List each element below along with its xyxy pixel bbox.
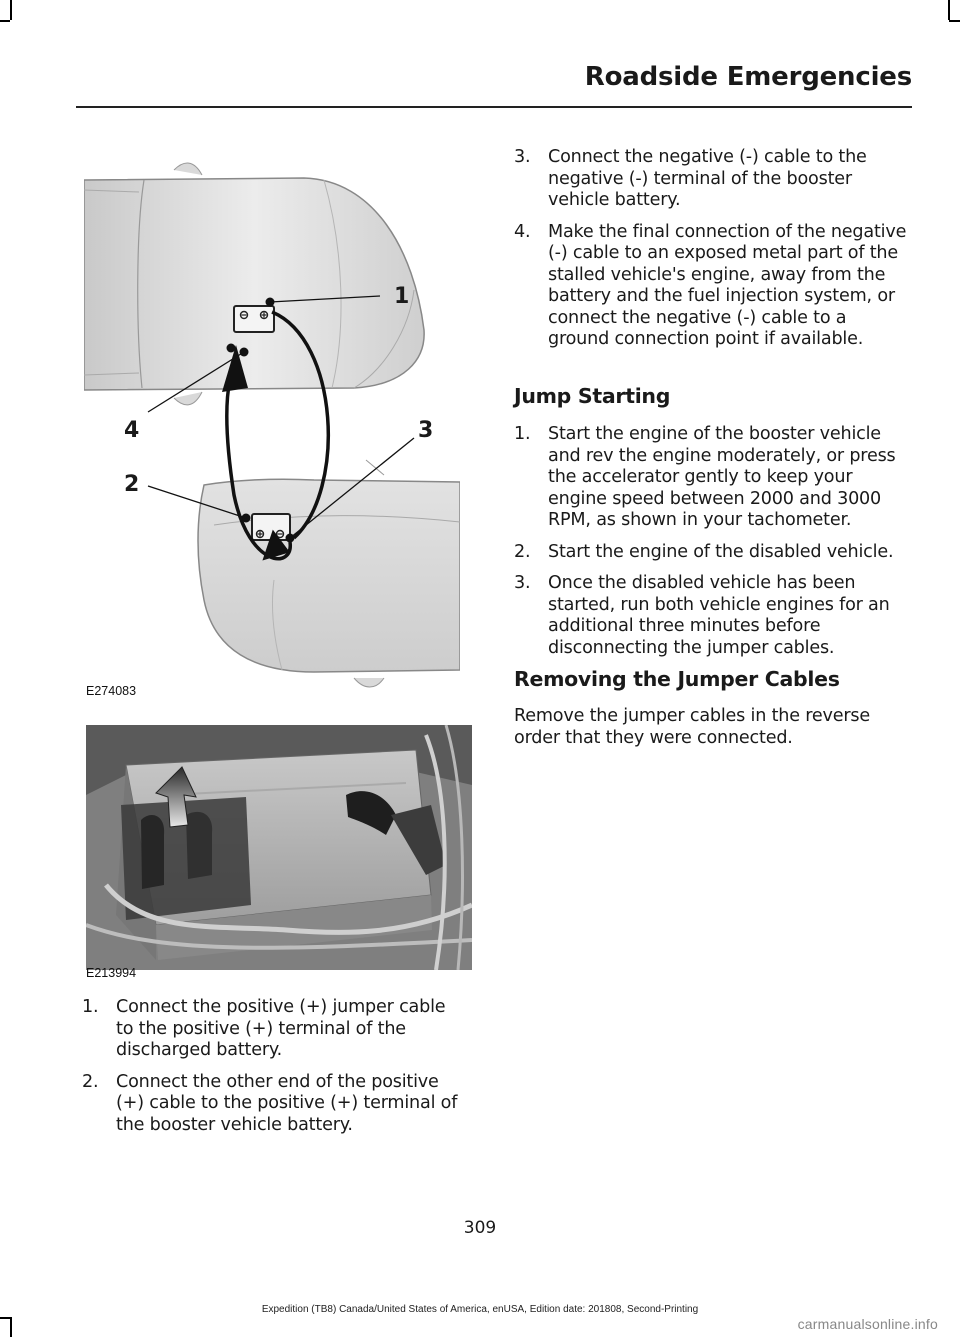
crop-mark bbox=[10, 1317, 12, 1337]
cars-illustration bbox=[84, 130, 460, 695]
list-item bbox=[514, 542, 910, 564]
crop-mark bbox=[948, 0, 950, 20]
step-text: Make the final connection of the negative (-) cable to an exposed metal part of the stalled vehicle's engine, away from the battery and the fuel injection system, or connect the negative (-) cable to a ground connection point if available. bbox=[548, 221, 907, 349]
step-text: Start the engine of the disabled vehicle. bbox=[548, 541, 894, 562]
header-rule bbox=[76, 106, 912, 108]
list-item bbox=[514, 222, 910, 351]
list-item bbox=[514, 424, 910, 532]
list-item bbox=[514, 573, 910, 659]
connection-steps-left bbox=[82, 997, 464, 1146]
list-item bbox=[82, 997, 464, 1062]
heading-removing-cables: Removing the Jumper Cables bbox=[514, 667, 840, 691]
step-number: 3. bbox=[514, 147, 531, 167]
step-number: 1. bbox=[82, 997, 99, 1017]
callout-2: 2 bbox=[124, 472, 140, 497]
callout-3: 3 bbox=[418, 418, 434, 443]
crop-mark bbox=[10, 0, 12, 20]
list-item bbox=[514, 147, 910, 212]
page-number: 309 bbox=[463, 1218, 497, 1238]
watermark: carmanualsonline.info bbox=[797, 1316, 938, 1332]
step-text: Connect the negative (-) cable to the negative (-) terminal of the booster vehicle battery. bbox=[548, 147, 867, 210]
callout-1: 1 bbox=[394, 284, 410, 309]
step-number: 2. bbox=[514, 541, 531, 562]
step-number: 1. bbox=[514, 424, 531, 444]
callout-4: 4 bbox=[124, 418, 140, 443]
battery-illustration bbox=[86, 725, 472, 970]
crop-mark bbox=[0, 20, 10, 22]
step-number: 2. bbox=[82, 1071, 99, 1092]
step-text: Start the engine of the booster vehicle and rev the engine moderately, or press the accelerator gently to keep your engine speed between 2000 and 3000 RPM, as shown in your tachometer. bbox=[548, 424, 896, 530]
figure-code-cars: E274083 bbox=[86, 684, 137, 698]
removing-text: Remove the jumper cables in the reverse order that they were connected. bbox=[514, 706, 870, 748]
jump-starting-steps bbox=[514, 424, 910, 669]
connection-steps-right bbox=[514, 147, 910, 361]
crop-mark bbox=[0, 1317, 10, 1319]
battery-photo bbox=[86, 725, 472, 970]
step-text: Once the disabled vehicle has been started, run both vehicle engines for an additional three minutes before disconnecting the jumper cables. bbox=[548, 573, 890, 658]
footer-edition: Expedition (TB8) Canada/United States of America, enUSA, Edition date: 201808, Second-Printing bbox=[261, 1304, 699, 1315]
step-text: Connect the positive (+) jumper cable to the positive (+) terminal of the discharged battery. bbox=[116, 997, 446, 1060]
step-number: 4. bbox=[514, 221, 531, 242]
heading-jump-starting: Jump Starting bbox=[514, 384, 671, 408]
step-text: Connect the other end of the positive (+) cable to the positive (+) terminal of the booster vehicle battery. bbox=[116, 1071, 458, 1135]
list-item bbox=[82, 1072, 464, 1137]
jump-start-diagram bbox=[84, 130, 460, 695]
crop-mark bbox=[949, 20, 960, 22]
figure-code-battery: E213994 bbox=[86, 966, 137, 980]
step-number: 3. bbox=[514, 573, 531, 593]
page-title: Roadside Emergencies bbox=[584, 62, 912, 92]
